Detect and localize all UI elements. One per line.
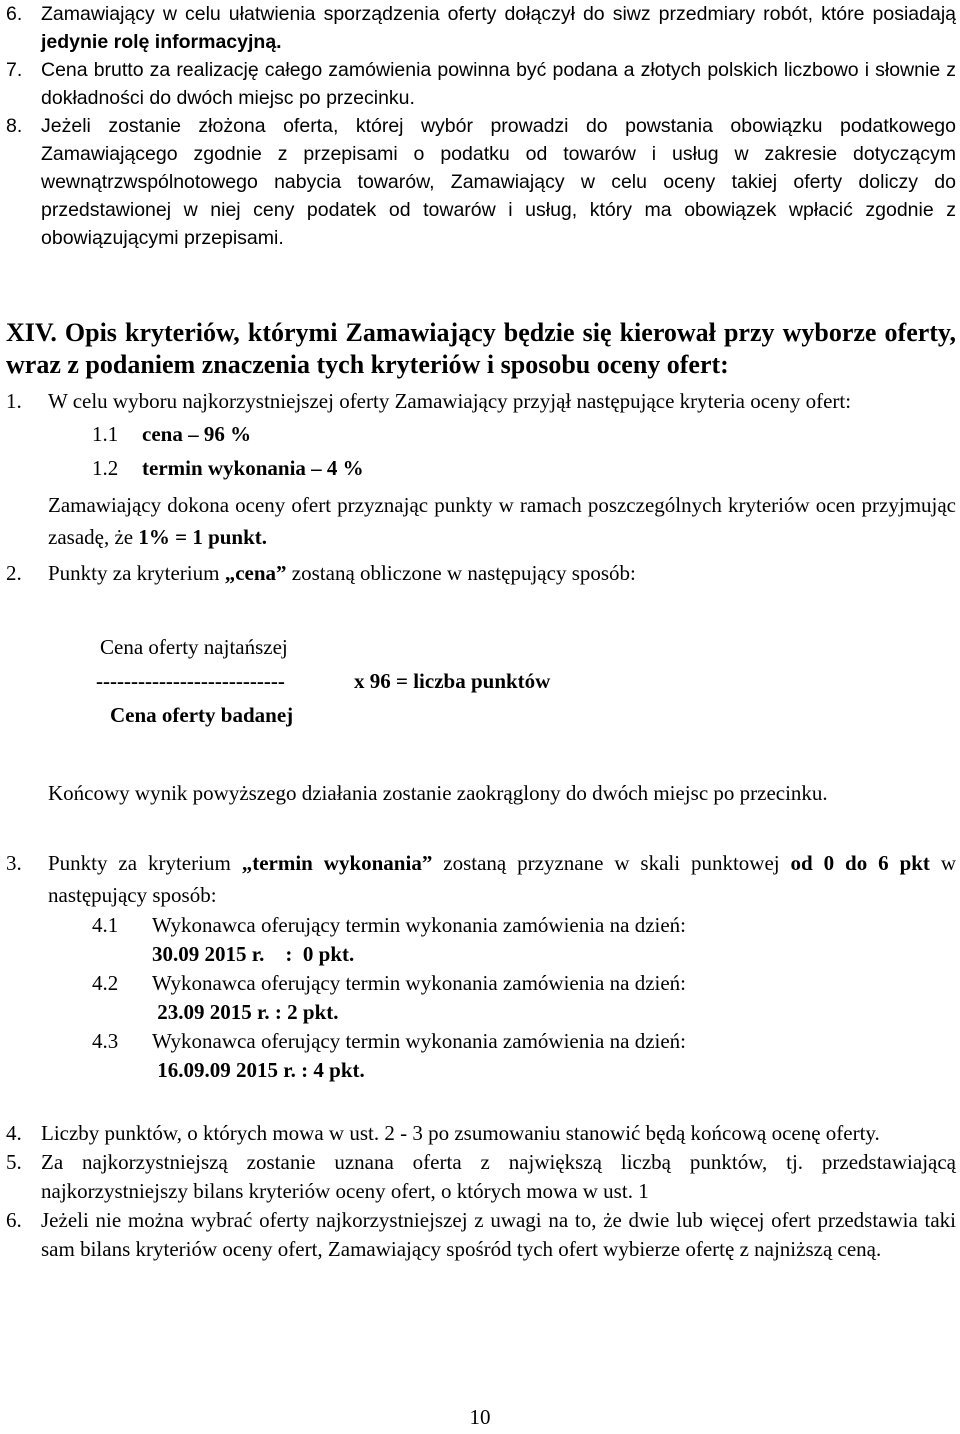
term-value: 30.09 2015 r. : 0 pkt. (152, 942, 355, 966)
list-item (6, 112, 956, 252)
formula-multiplier: x 96 = liczba punktów (354, 669, 551, 693)
term-item (92, 969, 956, 998)
section-heading: XIV. Opis kryteriów, którymi Zamawiający będzie się kierował przy wyborze oferty, wraz z podaniem znaczenia tych kryteriów i sposobu oceny ofert: (6, 318, 956, 379)
item-text: Jeżeli zostanie złożona oferta, której wybór prowadzi do powstania obowiązku podatkowego Zamawiającego zgodnie z przepisami o podatku od towarów i usług w zakresie dotyczącym wewnątrzwspólnotowego nabycia towarów, Zamawiający w celu oceny takiej oferty doliczy do przedstawionej w niej ceny podatek od towarów i usług, który ma obowiązek wpłacić zgodnie z obowiązującymi przepisami. (41, 115, 956, 249)
criterion-item (92, 417, 956, 451)
item-number: 7. (6, 59, 23, 81)
item-number: 5. (6, 1150, 22, 1174)
term-text: Wykonawca oferujący termin wykonania zamówienia na dzień: (152, 913, 687, 937)
criterion-label: cena – 96 % (142, 422, 252, 446)
item-number: 1. (6, 389, 22, 413)
criterion-number: 1.2 (92, 456, 119, 480)
section-body (6, 385, 956, 1264)
item-text: Jeżeli nie można wybrać oferty najkorzystniejszej z uwagi na to, że dwie lub więcej ofert przedstawia taki sam bilans kryteriów oceny ofert, Zamawiający spośród tych ofert wybierze ofertę z najniższą ceną. (41, 1208, 956, 1261)
term-number: 4.1 (92, 913, 119, 937)
list-item: 2. Punkty za kryterium „cena” zostaną obliczone w następujący sposób: (6, 557, 956, 589)
term-text: Wykonawca oferujący termin wykonania zamówienia na dzień: (152, 971, 687, 995)
scoring-rule: 1% = 1 punkt. (138, 525, 268, 549)
item-number: 2. (6, 561, 22, 585)
list-item (6, 0, 956, 56)
criterion-item (92, 451, 956, 485)
term-number: 4.2 (92, 971, 119, 995)
term-value: 23.09 2015 r. : 2 pkt. (152, 1000, 339, 1024)
price-formula (6, 607, 956, 737)
scoring-note: Zamawiający dokona oceny ofert przyznając punkty w ramach poszczególnych kryteriów ocen przyjmując zasadę, że 1% = 1 punkt. (48, 493, 956, 549)
criterion-name: „termin wykonania” (241, 851, 433, 875)
term-list (6, 911, 956, 1085)
list-item (6, 1119, 956, 1148)
list-item (6, 385, 956, 417)
rounding-note: Końcowy wynik powyższego działania zostanie zaokrąglony do dwóch miejsc po przecinku. (48, 781, 828, 805)
criterion-label: termin wykonania – 4 % (142, 456, 364, 480)
criterion-name: „cena” (224, 561, 287, 585)
item-text: Zamawiający w celu ułatwienia sporządzenia oferty dołączył do siwz przedmiary robót, które posiadają (41, 3, 956, 25)
list-item (6, 1206, 956, 1264)
criterion-number: 1.1 (92, 422, 119, 446)
point-scale: od 0 do 6 pkt (790, 851, 930, 875)
item-bold-text: jedynie rolę informacyjną. (41, 31, 282, 53)
item-number: 8. (6, 115, 23, 137)
term-item (92, 911, 956, 940)
bottom-list (6, 1119, 956, 1264)
term-value: 16.09.09 2015 r. : 4 pkt. (152, 1058, 365, 1082)
term-number: 4.3 (92, 1029, 119, 1053)
item-text: Liczby punktów, o których mowa w ust. 2 - 3 po zsumowaniu stanowić będą końcową ocenę oferty. (41, 1121, 880, 1145)
item-text: W celu wyboru najkorzystniejszej oferty Zamawiający przyjął następujące kryteria oceny ofert: (48, 389, 852, 413)
top-list (6, 0, 956, 252)
formula-line: --------------------------- (96, 669, 285, 693)
term-item (92, 1027, 956, 1056)
list-item (6, 56, 956, 112)
formula-numerator: Cena oferty najtańszej (100, 635, 288, 659)
formula-denominator: Cena oferty badanej (110, 703, 294, 727)
item-number: 6. (6, 1208, 22, 1232)
item-number: 3. (6, 851, 22, 875)
list-item (6, 1148, 956, 1206)
item-number: 6. (6, 3, 23, 25)
item-text: Za najkorzystniejszą zostanie uznana oferta z największą liczbą punktów, tj. przedstawiającą najkorzystniejszy bilans kryteriów oceny ofert, o których mowa w ust. 1 (41, 1150, 956, 1203)
list-item: 3. Punkty za kryterium „termin wykonania” zostaną przyznane w skali punktowej od 0 do 6 pkt w następujący sposób: (6, 847, 956, 911)
item-text: Cena brutto za realizację całego zamówienia powinna być podana a złotych polskich liczbowo i słownie z dokładności do dwóch miejsc po przecinku. (41, 59, 956, 109)
item-number: 4. (6, 1121, 22, 1145)
term-text: Wykonawca oferujący termin wykonania zamówienia na dzień: (152, 1029, 687, 1053)
page-number: 10 (469, 1405, 491, 1429)
